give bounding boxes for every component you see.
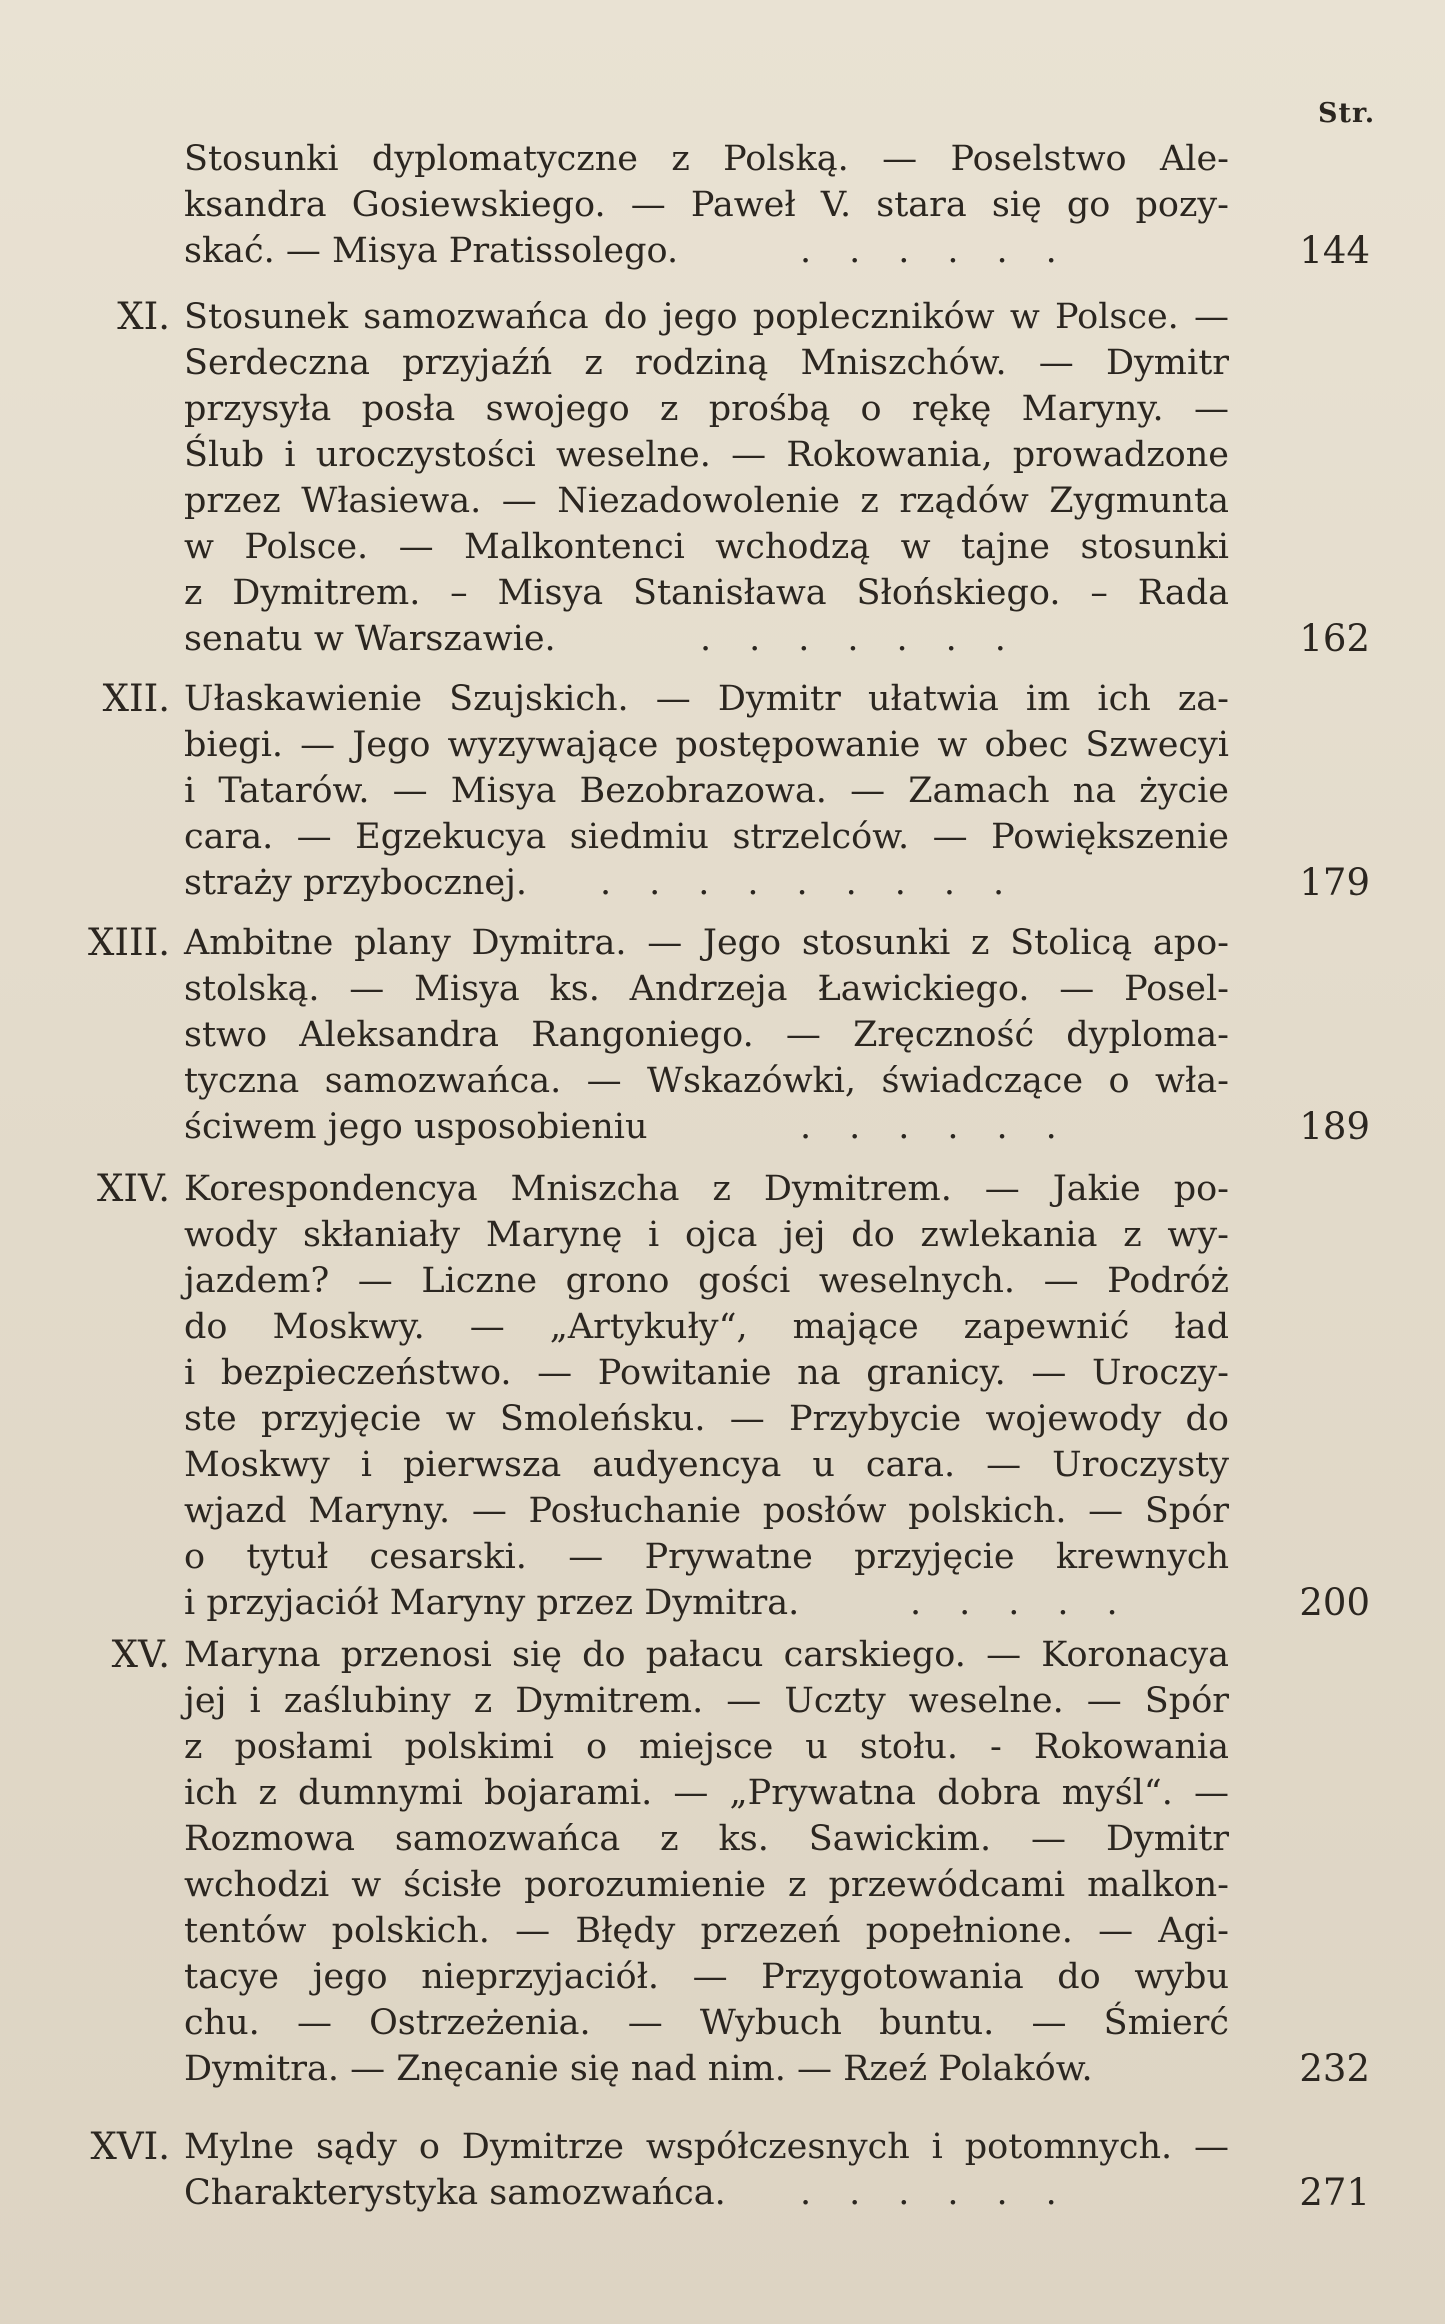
chapter-summary-line: stolską. — Misya ks. Andrzeja Ławickiego. — Posel- [184, 969, 1229, 1009]
chapter-summary-line: chu. — Ostrzeżenia. — Wybuch buntu. — Śmierć [184, 2003, 1229, 2043]
chapter-summary-line: o tytuł cesarski. — Prywatne przyjęcie krewnych [184, 1537, 1229, 1577]
dot-leader: ......... [600, 863, 1043, 903]
chapter-summary-line: i przyjaciół Maryny przez Dymitra. [184, 1583, 800, 1623]
chapter-number: XI. [117, 295, 170, 338]
chapter-summary-line: tyczna samozwańca. — Wskazówki, świadczące o wła- [184, 1061, 1229, 1101]
chapter-summary-line: Stosunki dyplomatyczne z Polską. — Poselstwo Ale- [184, 139, 1229, 179]
chapter-summary-line: Charakterystyka samozwańca. [184, 2173, 726, 2213]
chapter-summary-line: przez Własiewa. — Niezadowolenie z rządów Zygmunta [184, 481, 1229, 521]
chapter-summary-line: ściwem jego usposobieniu [184, 1107, 648, 1147]
dot-leader: ...... [800, 1107, 1095, 1147]
chapter-summary-line: do Moskwy. — „Artykuły“, mające zapewnić ład [184, 1307, 1229, 1347]
chapter-summary-line: ich z dumnymi bojarami. — „Prywatna dobra myśl“. — [184, 1773, 1229, 1813]
chapter-summary-line: senatu w Warszawie. [184, 619, 556, 659]
chapter-summary-line: Dymitra. — Znęcanie się nad nim. — Rzeź Polaków. [184, 2049, 1093, 2089]
chapter-summary-line: i bezpieczeństwo. — Powitanie na granicy. — Uroczy- [184, 1353, 1229, 1393]
chapter-summary-line: wjazd Maryny. — Posłuchanie posłów polskich. — Spór [184, 1491, 1229, 1531]
chapter-number: XIII. [88, 921, 170, 964]
page-number: 144 [1299, 229, 1370, 272]
chapter-summary-line: przysyła posła swojego z prośbą o rękę Maryny. — [184, 389, 1229, 429]
chapter-summary-line: Rozmowa samozwańca z ks. Sawickim. — Dymitr [184, 1819, 1229, 1859]
page-number: 200 [1299, 1581, 1370, 1624]
chapter-summary-line: ksandra Gosiewskiego. — Paweł V. stara się go pozy- [184, 185, 1229, 225]
chapter-number: XIV. [97, 1167, 170, 1210]
chapter-summary-line: Ułaskawienie Szujskich. — Dymitr ułatwia im ich za- [184, 679, 1229, 719]
dot-leader: ...... [800, 231, 1095, 271]
chapter-number: XV. [111, 1633, 170, 1676]
page-number: 271 [1299, 2171, 1370, 2214]
chapter-summary-line: Moskwy i pierwsza audyencya u cara. — Uroczysty [184, 1445, 1229, 1485]
dot-leader: ...... [800, 2173, 1095, 2213]
chapter-number: XVI. [90, 2125, 170, 2168]
page-number: 162 [1299, 617, 1370, 660]
chapter-summary-line: Maryna przenosi się do pałacu carskiego. — Koronacya [184, 1635, 1229, 1675]
page-number: 232 [1299, 2047, 1370, 2090]
chapter-summary-line: tentów polskich. — Błędy przezeń popełnione. — Agi- [184, 1911, 1229, 1951]
page-column-label: Str. [1318, 98, 1376, 129]
dot-leader: ..... [910, 1583, 1156, 1623]
chapter-summary-line: Serdeczna przyjaźń z rodziną Mniszchów. — Dymitr [184, 343, 1229, 383]
page-number: 189 [1299, 1105, 1370, 1148]
chapter-summary-line: w Polsce. — Malkontenci wchodzą w tajne stosunki [184, 527, 1229, 567]
chapter-summary-line: wchodzi w ścisłe porozumienie z przewódcami malkon- [184, 1865, 1229, 1905]
chapter-summary-line: skać. — Misya Pratissolego. [184, 231, 679, 271]
chapter-number: XII. [102, 677, 170, 720]
chapter-summary-line: tacye jego nieprzyjaciół. — Przygotowania do wybu [184, 1957, 1229, 1997]
chapter-summary-line: Ambitne plany Dymitra. — Jego stosunki z Stolicą apo- [184, 923, 1229, 963]
chapter-summary-line: i Tatarów. — Misya Bezobrazowa. — Zamach na życie [184, 771, 1229, 811]
chapter-summary-line: Korespondencya Mniszcha z Dymitrem. — Jakie po- [184, 1169, 1229, 1209]
chapter-summary-line: straży przybocznej. [184, 863, 528, 903]
chapter-summary-line: stwo Aleksandra Rangoniego. — Zręczność dyploma- [184, 1015, 1229, 1055]
chapter-summary-line: wody skłaniały Marynę i ojca jej do zwlekania z wy- [184, 1215, 1229, 1255]
chapter-summary-line: cara. — Egzekucya siedmiu strzelców. — Powiększenie [184, 817, 1229, 857]
chapter-summary-line: Ślub i uroczystości weselne. — Rokowania, prowadzone [184, 435, 1229, 475]
chapter-summary-line: z posłami polskimi o miejsce u stołu. - Rokowania [184, 1727, 1229, 1767]
chapter-summary-line: Stosunek samozwańca do jego popleczników w Polsce. — [184, 297, 1229, 337]
chapter-summary-line: Mylne sądy o Dymitrze współczesnych i potomnych. — [184, 2127, 1229, 2167]
chapter-summary-line: jazdem? — Liczne grono gości weselnych. — Podróż [184, 1261, 1229, 1301]
dot-leader: ....... [700, 619, 1044, 659]
chapter-summary-line: biegi. — Jego wyzywające postępowanie w obec Szwecyi [184, 725, 1229, 765]
chapter-summary-line: jej i zaślubiny z Dymitrem. — Uczty weselne. — Spór [184, 1681, 1229, 1721]
chapter-summary-line: ste przyjęcie w Smoleńsku. — Przybycie wojewody do [184, 1399, 1229, 1439]
chapter-summary-line: z Dymitrem. – Misya Stanisława Słońskiego. – Rada [184, 573, 1229, 613]
page-number: 179 [1299, 861, 1370, 904]
